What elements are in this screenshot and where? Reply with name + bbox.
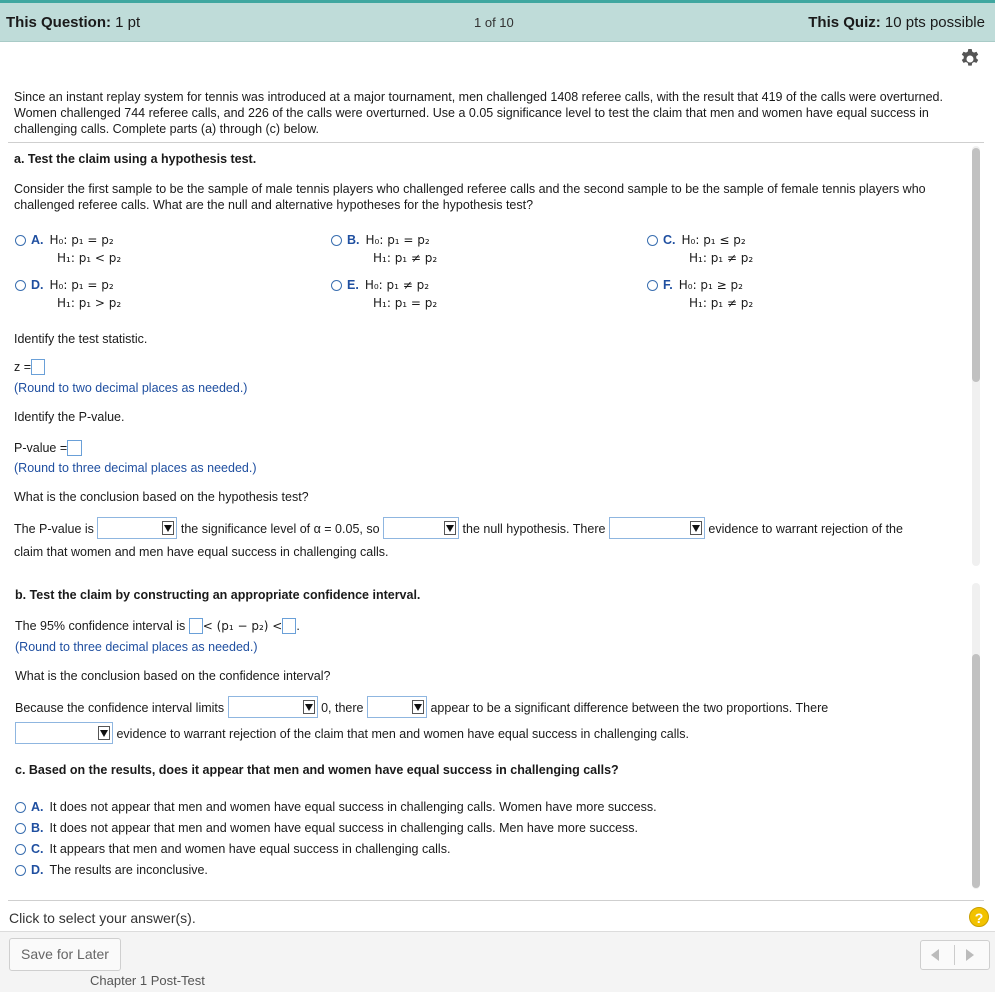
hypothesis-option-c[interactable]: C. H₀: p₁ ≤ p₂ H₁: p₁ ≠ p₂ — [647, 233, 753, 265]
pvalue-input[interactable] — [67, 440, 82, 456]
part-c-option-d[interactable]: D. The results are inconclusive. — [15, 863, 208, 877]
chevron-down-icon — [444, 521, 456, 535]
test-stat-prompt: Identify the test statistic. — [14, 332, 148, 346]
conclusion-prompt-a: What is the conclusion based on the hypothesis test? — [14, 490, 309, 504]
part-c-option-a[interactable]: A. It does not appear that men and women have equal success in challenging calls. Women have more success. — [15, 800, 657, 814]
radio-option-a[interactable] — [15, 235, 26, 246]
chevron-down-icon — [412, 700, 424, 714]
radio-option-e[interactable] — [331, 280, 342, 291]
quiz-header — [0, 3, 995, 42]
conclusion-row-b: Because the confidence interval limits 0, there appear to be a significant difference between the two proportions. There — [15, 696, 828, 718]
hypothesis-option-b[interactable]: B. H₀: p₁ = p₂ H₁: p₁ ≠ p₂ — [331, 233, 437, 265]
ci-round-hint: (Round to three decimal places as needed.) — [15, 640, 258, 654]
ci-row: The 95% confidence interval is < (p₁ − p₂) < . — [15, 619, 300, 633]
conclusion-row-b2: evidence to warrant rejection of the claim that men and women have equal success in challenging calls. — [15, 722, 689, 744]
conclusion-continued-a: claim that women and men have equal success in challenging calls. — [14, 545, 389, 559]
divider — [8, 900, 984, 901]
ci-limits-dropdown[interactable] — [228, 696, 318, 718]
gear-icon[interactable] — [958, 47, 982, 71]
part-c-option-b[interactable]: B. It does not appear that men and women have equal success in challenging calls. Men have more success. — [15, 821, 638, 835]
appear-dropdown[interactable] — [367, 696, 427, 718]
radio-c-option-d[interactable] — [15, 865, 26, 876]
next-arrow-icon[interactable] — [966, 949, 974, 961]
reject-dropdown[interactable] — [383, 517, 459, 539]
prev-arrow-icon[interactable] — [931, 949, 939, 961]
pvalue-comparison-dropdown[interactable] — [97, 517, 177, 539]
radio-option-f[interactable] — [647, 280, 658, 291]
chevron-down-icon — [690, 521, 702, 535]
save-for-later-button[interactable]: Save for Later — [9, 938, 121, 971]
z-round-hint: (Round to two decimal places as needed.) — [14, 381, 248, 395]
z-input[interactable] — [31, 359, 45, 375]
nav-divider — [954, 945, 955, 965]
part-a-title: a. Test the claim using a hypothesis test. — [14, 152, 257, 166]
question-points: This Question: 1 pt — [6, 14, 141, 31]
part-c-title: c. Based on the results, does it appear that men and women have equal success in challenging calls? — [15, 763, 619, 777]
hypothesis-option-a[interactable]: A. H₀: p₁ = p₂ H₁: p₁ < p₂ — [15, 233, 121, 265]
chevron-down-icon — [98, 726, 110, 740]
quiz-points: This Quiz: 10 pts possible — [808, 14, 985, 31]
part-b-scroll-thumb[interactable] — [972, 654, 980, 888]
question-progress: 1 of 10 — [474, 15, 514, 30]
radio-option-c[interactable] — [647, 235, 658, 246]
instruction-text: Click to select your answer(s). — [9, 910, 196, 926]
question-nav — [920, 940, 990, 970]
conclusion-row-a: The P-value is the significance level of α = 0.05, so the null hypothesis. There evidence to warrant rejection of the — [14, 517, 903, 539]
ci-upper-input[interactable] — [282, 618, 296, 634]
conclusion-prompt-b: What is the conclusion based on the confidence interval? — [15, 669, 331, 683]
z-row: z = — [14, 359, 45, 375]
radio-option-d[interactable] — [15, 280, 26, 291]
pvalue-round-hint: (Round to three decimal places as needed.) — [14, 461, 257, 475]
radio-c-option-c[interactable] — [15, 844, 26, 855]
evidence-dropdown-a[interactable] — [609, 517, 705, 539]
hypothesis-option-f[interactable]: F. H₀: p₁ ≥ p₂ H₁: p₁ ≠ p₂ — [647, 278, 753, 310]
evidence-dropdown-b[interactable] — [15, 722, 113, 744]
chevron-down-icon — [303, 700, 315, 714]
divider — [8, 142, 984, 143]
part-b-title: b. Test the claim by constructing an appropriate confidence interval. — [15, 588, 421, 602]
radio-c-option-a[interactable] — [15, 802, 26, 813]
part-a-prompt: Consider the first sample to be the sample of male tennis players who challenged referee calls and the second sample to be the sample of female tennis players who challenged referee calls. What are the null and alternative hypotheses for the hypothesis test? — [14, 182, 926, 212]
help-icon[interactable]: ? — [969, 907, 989, 927]
radio-option-b[interactable] — [331, 235, 342, 246]
hypothesis-option-d[interactable]: D. H₀: p₁ = p₂ H₁: p₁ > p₂ — [15, 278, 121, 310]
pvalue-row: P-value = — [14, 440, 82, 456]
pvalue-prompt: Identify the P-value. — [14, 410, 125, 424]
chapter-label[interactable]: Chapter 1 Post-Test — [90, 973, 205, 988]
ci-lower-input[interactable] — [189, 618, 203, 634]
hypothesis-option-e[interactable]: E. H₀: p₁ ≠ p₂ H₁: p₁ = p₂ — [331, 278, 437, 310]
question-text: Since an instant replay system for tennis was introduced at a major tournament, men challenged 1408 referee calls, with the result that 419 of the calls were overturned. Women challenged 744 referee calls, and 226 of the calls were overturned. Use a 0.05 significance level to test the claim that men and women have equal success in challenging calls. Complete parts (a) through (c) below. — [14, 90, 943, 136]
radio-c-option-b[interactable] — [15, 823, 26, 834]
part-a-scroll-thumb[interactable] — [972, 148, 980, 382]
chevron-down-icon — [162, 521, 174, 535]
part-c-option-c[interactable]: C. It appears that men and women have equal success in challenging calls. — [15, 842, 450, 856]
